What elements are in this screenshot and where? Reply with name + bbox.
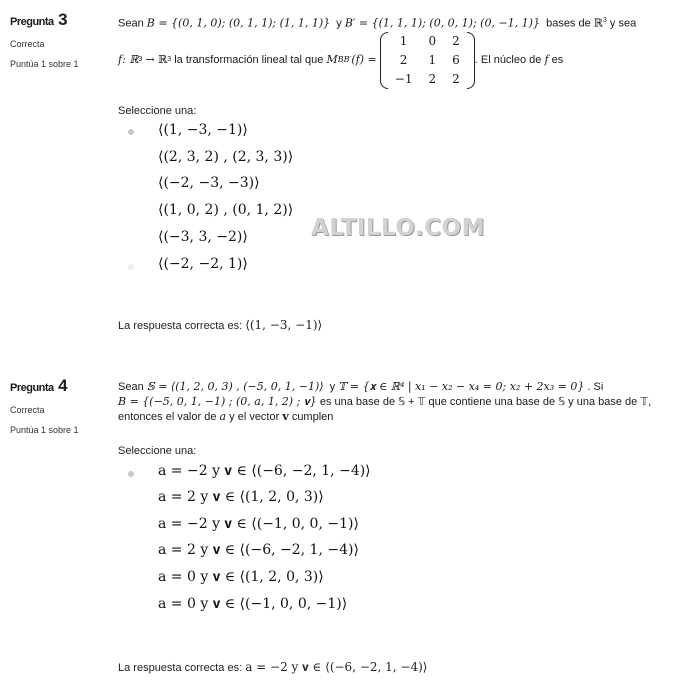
- question-4-line-1: Sean 𝕊 = ⟨(1, 2, 0, 3) , (−5, 0, 1, −1)⟩ y 𝕋 = {𝐱 ∈ ℝ⁴ | x₁ − x₂ − x₄ = 0; x₂ + 2x₃ = 0} . Si: [118, 380, 604, 393]
- question-4-correct-answer: La respuesta correcta es: a = −2 y 𝐯 ∈ ⟨(−6, −2, 1, −4)⟩: [118, 660, 428, 674]
- question-4-line-2: B = {(−5, 0, 1, −1) ; (0, a, 1, 2) ; 𝐯} es una base de 𝕊 + 𝕋 que contiene una base de 𝕊 y una base de 𝕋,: [118, 395, 652, 408]
- question-3-info: [10, 10, 110, 69]
- option-label[interactable]: ⟨(2, 3, 2) , (2, 3, 3)⟩: [158, 149, 294, 165]
- option-radio[interactable]: [128, 471, 134, 477]
- option-radio[interactable]: [128, 264, 134, 270]
- option-label[interactable]: a = 0 y 𝐯 ∈ ⟨(1, 2, 0, 3)⟩: [158, 569, 324, 585]
- option-label[interactable]: a = 2 y 𝐯 ∈ ⟨(1, 2, 0, 3)⟩: [158, 489, 324, 505]
- question-4-prompt: Seleccione una:: [118, 445, 197, 457]
- question-3-line-2: f: ℝ 3 → ℝ 3 la transformación lineal tal que M BB′ (f) = 1 0 2 2 1 6 −1 2 2 . El núcleo de f es: [118, 30, 563, 90]
- question-3-state: Correcta: [10, 39, 45, 49]
- option-label[interactable]: ⟨(1, −3, −1)⟩: [158, 122, 248, 138]
- option-label[interactable]: ⟨(−2, −3, −3)⟩: [158, 175, 260, 191]
- option-label[interactable]: a = −2 y 𝐯 ∈ ⟨(−6, −2, 1, −4)⟩: [158, 463, 371, 479]
- watermark: ALTILLO.COM: [311, 215, 485, 241]
- question-4: [0, 376, 700, 686]
- question-3-prompt: Seleccione una:: [118, 105, 197, 117]
- option-label[interactable]: ⟨(−3, 3, −2)⟩: [158, 229, 248, 245]
- question-3-correct-answer: La respuesta correcta es: ⟨(1, −3, −1)⟩: [118, 318, 323, 332]
- option-label[interactable]: ⟨(1, 0, 2) , (0, 1, 2)⟩: [158, 202, 294, 218]
- option-label[interactable]: a = 0 y 𝐯 ∈ ⟨(−1, 0, 0, −1)⟩: [158, 596, 348, 612]
- question-3-points: Puntúa 1 sobre 1: [10, 59, 79, 69]
- question-4-title: Pregunta 4: [10, 376, 68, 395]
- question-4-info: [10, 376, 110, 435]
- transformation-matrix: 1 0 2 2 1 6 −1 2 2: [380, 32, 475, 89]
- question-3-line-1: Sean B = {(0, 1, 0); (0, 1, 1); (1, 1, 1)} y B′ = {(1, 1, 1); (0, 0, 1); (0, −1, 1)} bases de ℝ$^3$ y sea: [118, 16, 637, 30]
- option-radio[interactable]: [128, 129, 134, 135]
- option-label[interactable]: a = −2 y 𝐯 ∈ ⟨(−1, 0, 0, −1)⟩: [158, 516, 359, 532]
- question-4-line-3: entonces el valor de a y el vector 𝐯 cumplen: [118, 410, 334, 423]
- question-3: [0, 10, 700, 340]
- question-4-state: Correcta: [10, 405, 45, 415]
- question-4-points: Puntúa 1 sobre 1: [10, 425, 79, 435]
- question-3-title: Pregunta 3: [10, 10, 68, 29]
- option-label[interactable]: ⟨(−2, −2, 1)⟩: [158, 256, 248, 272]
- option-label[interactable]: a = 2 y 𝐯 ∈ ⟨(−6, −2, 1, −4)⟩: [158, 542, 359, 558]
